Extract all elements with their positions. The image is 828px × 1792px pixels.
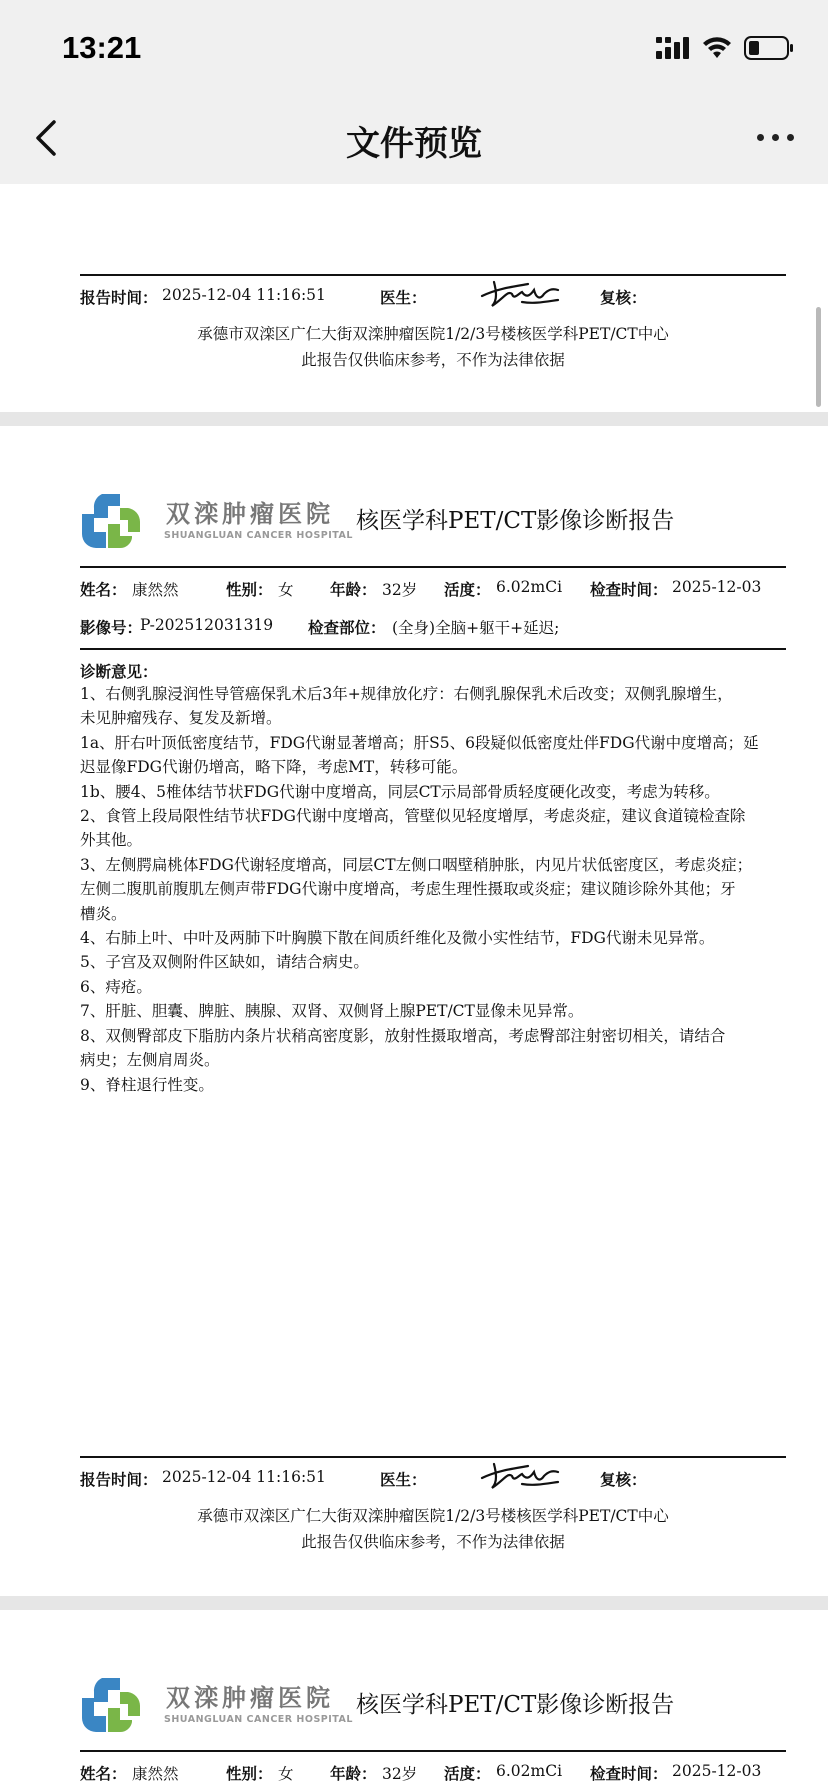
report-time: 2025-12-04 11:16:51 <box>162 1468 326 1486</box>
diagnosis-line: 9、脊柱退行性变。 <box>80 1075 214 1094</box>
sex-label: 性别： <box>226 580 273 599</box>
diagnosis-line: 6、痔疮。 <box>80 977 152 996</box>
report-time-label: 报告时间： <box>80 1470 158 1489</box>
patient-sex: 女 <box>278 581 294 599</box>
document-viewport[interactable] <box>0 184 828 1792</box>
report-page <box>0 184 828 412</box>
activity-value: 6.02mCi <box>496 1762 563 1780</box>
wifi-icon <box>702 37 732 59</box>
report-page <box>0 426 828 1596</box>
patient-sex: 女 <box>278 1765 294 1783</box>
diagnosis-line: 外其他。 <box>80 831 143 850</box>
diagnosis-line: 3、左侧腭扁桃体FDG代谢轻度增高，同层CT左侧口咽壁稍肿胀，内见片状低密度区，考虑炎症； <box>80 855 753 874</box>
more-options-icon[interactable] <box>757 134 794 141</box>
diagnosis-line: 左侧二腹肌前腹肌左侧声带FDG代谢中度增高，考虑生理性摄取或炎症；建议随诊除外其他；牙 <box>80 880 736 899</box>
doctor-label: 医生： <box>380 288 427 307</box>
footer-divider <box>80 1456 786 1458</box>
nav-bar <box>0 90 828 184</box>
header-divider <box>80 1750 786 1752</box>
hospital-logo <box>80 1676 142 1734</box>
exam-site-label: 检查部位： <box>308 618 386 637</box>
patient-age: 32岁 <box>382 1765 418 1783</box>
battery-icon <box>744 36 794 60</box>
scrollbar[interactable] <box>816 307 821 407</box>
activity-label: 活度： <box>444 580 491 599</box>
hospital-name: 双滦肿瘤医院 <box>166 500 334 528</box>
hospital-logo <box>80 492 142 550</box>
patient-name: 康然然 <box>132 581 179 599</box>
age-label: 年龄： <box>330 1764 377 1783</box>
hospital-name-english: SHUANGLUAN CANCER HOSPITAL <box>164 530 353 541</box>
exam-site: (全身)全脑+躯干+延迟; <box>392 619 560 637</box>
report-title: 核医学科PET/CT影像诊断报告 <box>356 1692 675 1718</box>
header-divider <box>80 566 786 568</box>
name-label: 姓名： <box>80 1764 127 1783</box>
doctor-signature <box>478 1456 564 1494</box>
cellular-signal-icon <box>656 37 690 59</box>
hospital-name-english: SHUANGLUAN CANCER HOSPITAL <box>164 1714 353 1725</box>
diagnosis-line: 4、右肺上叶、中叶及两肺下叶胸膜下散在间质纤维化及微小实性结节，FDG代谢未见异常。 <box>80 929 715 948</box>
patient-info-divider <box>80 648 786 650</box>
image-no-label: 影像号： <box>80 618 143 637</box>
activity-value: 6.02mCi <box>496 578 563 596</box>
sex-label: 性别： <box>226 1764 273 1783</box>
diagnosis-line: 1a、肝右叶顶低密度结节，FDG代谢显著增高；肝S5、6段疑似低密度灶伴FDG代谢中度增高；延 <box>80 733 759 752</box>
report-time-label: 报告时间： <box>80 288 158 307</box>
page-title: 文件预览 <box>346 124 482 164</box>
reviewer-label: 复核： <box>600 288 647 307</box>
diagnosis-line: 7、肝脏、胆囊、脾脏、胰腺、双肾、双侧肾上腺PET/CT显像未见异常。 <box>80 1002 584 1021</box>
exam-date-label: 检查时间： <box>590 1764 668 1783</box>
diagnosis-line: 槽炎。 <box>80 904 127 923</box>
diagnosis-line: 2、食管上段局限性结节状FDG代谢中度增高，管壁似见轻度增厚，考虑炎症，建议食道镜检查除 <box>80 807 746 826</box>
age-label: 年龄： <box>330 580 377 599</box>
disclaimer: 此报告仅供临床参考，不作为法律依据 <box>301 1533 565 1551</box>
exam-date-label: 检查时间： <box>590 580 668 599</box>
image-no: P-202512031319 <box>140 616 274 634</box>
hospital-name: 双滦肿瘤医院 <box>166 1684 334 1712</box>
patient-name: 康然然 <box>132 1765 179 1783</box>
diagnosis-line: 迟显像FDG代谢仍增高，略下降，考虑MT，转移可能。 <box>80 758 468 777</box>
disclaimer: 此报告仅供临床参考，不作为法律依据 <box>301 351 565 369</box>
report-time: 2025-12-04 11:16:51 <box>162 286 326 304</box>
report-page <box>0 1610 828 1792</box>
reviewer-label: 复核： <box>600 1470 647 1489</box>
hospital-address: 承德市双滦区广仁大街双滦肿瘤医院1/2/3号楼核医学科PET/CT中心 <box>197 1507 669 1525</box>
status-bar <box>0 0 828 90</box>
footer-divider <box>80 274 786 276</box>
hospital-address: 承德市双滦区广仁大街双滦肿瘤医院1/2/3号楼核医学科PET/CT中心 <box>197 325 669 343</box>
diagnosis-line: 病史；左侧肩周炎。 <box>80 1051 220 1070</box>
status-icons <box>656 36 794 60</box>
status-time: 13:21 <box>62 30 142 65</box>
name-label: 姓名： <box>80 580 127 599</box>
diagnosis-label: 诊断意见： <box>80 662 158 681</box>
doctor-label: 医生： <box>380 1470 427 1489</box>
exam-date: 2025-12-03 <box>672 578 762 596</box>
diagnosis-line: 8、双侧臀部皮下脂肪内条片状稍高密度影，放射性摄取增高，考虑臀部注射密切相关，请结合 <box>80 1026 726 1045</box>
diagnosis-line: 1、右侧乳腺浸润性导管癌保乳术后3年+规律放化疗：右侧乳腺保乳术后改变；双侧乳腺增生， <box>80 685 733 703</box>
report-title: 核医学科PET/CT影像诊断报告 <box>356 508 675 534</box>
patient-age: 32岁 <box>382 581 418 599</box>
diagnosis-line: 未见肿瘤残存、复发及新增。 <box>80 709 282 728</box>
diagnosis-text <box>80 682 780 1097</box>
activity-label: 活度： <box>444 1764 491 1783</box>
doctor-signature <box>478 274 564 312</box>
diagnosis-line: 5、子宫及双侧附件区缺如，请结合病史。 <box>80 953 369 972</box>
diagnosis-line: 1b、腰4、5椎体结节状FDG代谢中度增高，同层CT示局部骨质轻度硬化改变，考虑为转移。 <box>80 782 720 801</box>
exam-date: 2025-12-03 <box>672 1762 762 1780</box>
